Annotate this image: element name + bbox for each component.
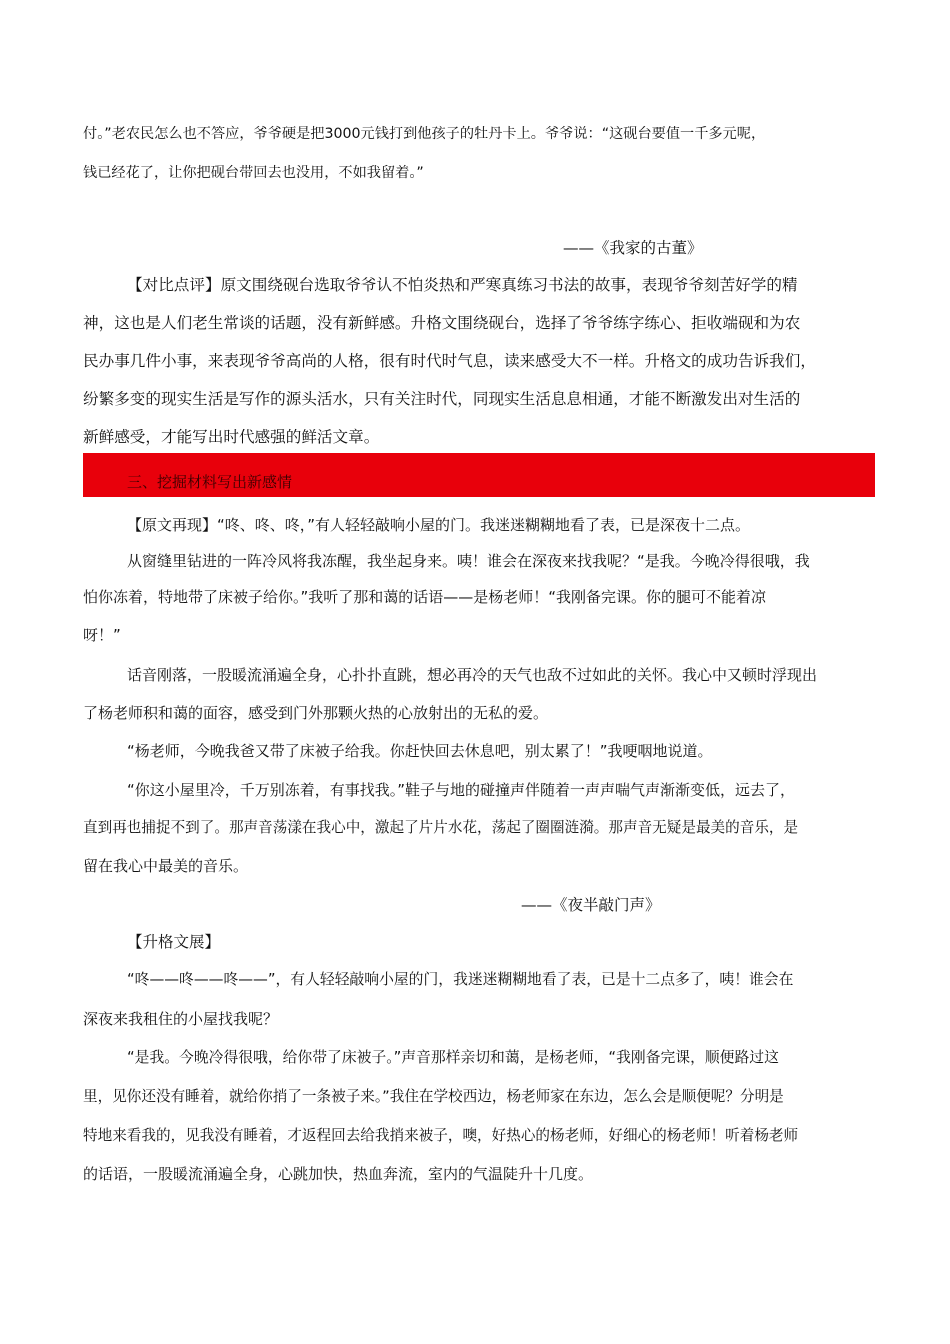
comment-line: 新鲜感受，才能写出时代感强的鲜活文章。 bbox=[83, 428, 380, 446]
paragraph-line: 的话语，一股暖流涌遍全身，心跳加快，热血奔流，室内的气温陡升十几度。 bbox=[83, 1165, 594, 1183]
paragraph-line: 呀！” bbox=[83, 626, 121, 644]
paragraph-line: 钱已经花了，让你把砚台带回去也没用，不如我留着。” bbox=[83, 165, 424, 181]
comment-line: 【对比点评】原文围绕砚台选取爷爷认不怕炎热和严寒真练习书法的故事，表现爷爷刻苦好学的精 bbox=[127, 276, 798, 294]
paragraph-line: 话音刚落，一股暖流涌遍全身，心扑扑直跳，想必再冷的天气也敌不过如此的关怀。我心中又顿时浮现出 bbox=[127, 666, 818, 684]
paragraph-line: 付。”老农民怎么也不答应，爷爷硬是把3000元钱打到他孩子的牡丹卡上。爷爷说：“这砚台要值一千多元呢， bbox=[83, 126, 766, 142]
paragraph-line: “是我。今晚冷得很哦，给你带了床被子。”声音那样亲切和蔼，是杨老师，“我刚备完课，顺便路过这 bbox=[127, 1049, 779, 1066]
paragraph-line: 里，见你还没有睡着，就给你捎了一条被子来。”我住在学校西边，杨老师家在东边，怎么会是顺便呢？分明是 bbox=[83, 1088, 784, 1105]
source-citation: ——《我家的古董》 bbox=[563, 239, 703, 257]
paragraph-line: “咚——咚——咚——”，有人轻轻敲响小屋的门，我迷迷糊糊地看了表，已是十二点多了，咦！谁会在 bbox=[127, 971, 794, 988]
paragraph-line: 从窗缝里钻进的一阵冷风将我冻醒，我坐起身来。咦！谁会在深夜来找我呢？“是我。今晚冷得很哦，我 bbox=[127, 552, 810, 570]
section-heading: 【升格文展】 bbox=[127, 933, 221, 951]
paragraph-line: “杨老师，今晚我爸又带了床被子给我。你赶快回去休息吧，别太累了！”我哽咽地说道。 bbox=[127, 742, 713, 760]
paragraph-line: 特地来看我的，见我没有睡着，才返程回去给我捎来被子，噢，好热心的杨老师，好细心的杨老师！听着杨老师 bbox=[83, 1127, 799, 1144]
section-title: 三、挖掘材料写出新感情 bbox=[127, 473, 293, 491]
paragraph-line: 深夜来我租住的小屋找我呢？ bbox=[83, 1010, 279, 1028]
comment-line: 纷繁多变的现实生活是写作的源头活水，只有关注时代，同现实生活息息相通，才能不断激发出对生活的 bbox=[83, 390, 801, 408]
paragraph-line: 直到再也捕捉不到了。那声音荡漾在我心中，激起了片片水花，荡起了圈圈涟漪。那声音无疑是最美的音乐，是 bbox=[83, 819, 799, 836]
paragraph-line: 怕你冻着，特地带了床被子给你。”我听了那和蔼的话语——是杨老师！“我刚备完课。你的腿可不能着凉 bbox=[83, 588, 767, 606]
comment-line: 民办事几件小事，来表现爷爷高尚的人格，很有时代时气息，读来感受大不一样。升格文的成功告诉我们， bbox=[83, 352, 816, 370]
paragraph-line: 了杨老师积和蔼的面容，感受到门外那颗火热的心放射出的无私的爱。 bbox=[83, 704, 549, 722]
source-citation: ——《夜半敲门声》 bbox=[521, 896, 661, 914]
comment-line: 神，这也是人们老生常谈的话题，没有新鲜感。升格文围绕砚台，选择了爷爷练字练心、拒收端砚和为农 bbox=[83, 314, 801, 332]
paragraph-line: “你这小屋里冷，千万别冻着，有事找我。”鞋子与地的碰撞声伴随着一声声喘气声渐渐变低，远去了， bbox=[127, 781, 796, 799]
paragraph-line: 【原文再现】“咚、咚、咚，”有人轻轻敲响小屋的门。我迷迷糊糊地看了表，已是深夜十二点。 bbox=[127, 516, 751, 534]
paragraph-line: 留在我心中最美的音乐。 bbox=[83, 857, 249, 875]
